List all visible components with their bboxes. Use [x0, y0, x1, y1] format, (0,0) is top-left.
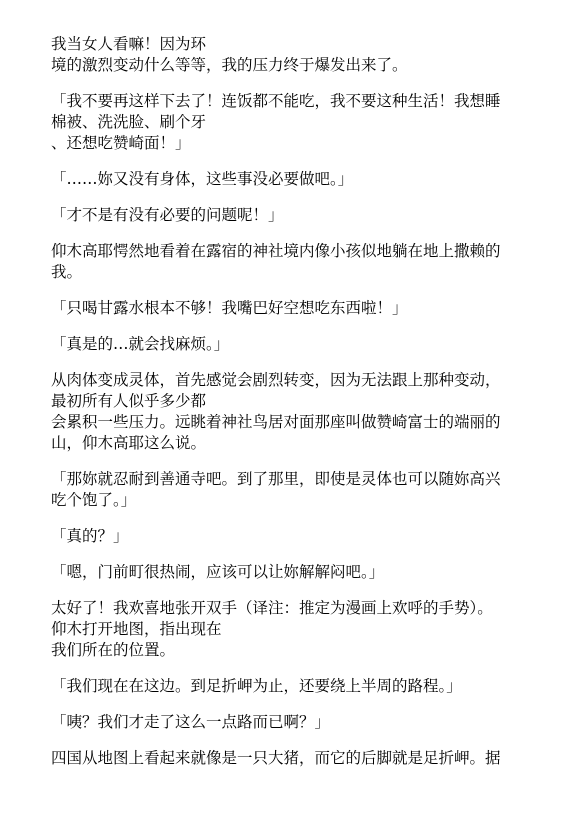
text-line: 棉被、洗洗脸、刷个牙: [51, 113, 207, 131]
text-line: 「真的？」: [51, 527, 129, 545]
text-line: 会累积一些压力。远眺着神社鸟居对面那座叫做赞崎富士的端丽的: [51, 413, 501, 431]
text-line: 「嗯，门前町很热闹，应该可以让妳解解闷吧。」: [51, 563, 385, 581]
text-line: 「真是的…就会找麻烦。」: [51, 335, 230, 353]
text-line: 我。: [51, 263, 83, 281]
paragraph: [51, 712, 551, 733]
text-line: 「我们现在在这边。到足折岬为止，还要绕上半周的路程。」: [51, 677, 462, 695]
text-line: 仰木高耶愕然地看着在露宿的神社境内像小孩似地躺在地上撒赖的: [51, 242, 501, 260]
paragraph: [51, 91, 551, 154]
paragraph: [51, 34, 551, 76]
text-line: 我当女人看嘛！因为环: [51, 35, 207, 53]
text-line: 从肉体变成灵体，首先感觉会剧烈转变，因为无法跟上那种变动，: [51, 371, 501, 389]
text-line: 「咦？我们才走了这么一点路而已啊？」: [51, 713, 331, 731]
paragraph: [51, 334, 551, 355]
text-line: 最初所有人似乎多少都: [51, 392, 207, 410]
text-line: 山，仰木高耶这么说。: [51, 434, 207, 452]
paragraph: [51, 598, 551, 661]
paragraph: [51, 205, 551, 226]
text-line: 太好了！我欢喜地张开双手（译注：推定为漫画上欢呼的手势）。: [51, 599, 493, 617]
text-line: 、还想吃赞崎面！」: [51, 134, 191, 152]
text-line: 我们所在的位置。: [51, 641, 176, 659]
paragraph: [51, 469, 551, 511]
document-page: [51, 34, 551, 784]
text-line: 「……妳又没有身体，这些事没必要做吧。」: [51, 170, 354, 188]
paragraph: [51, 562, 551, 583]
paragraph: [51, 169, 551, 190]
text-line: 四国从地图上看起来就像是一只大猪，而它的后脚就是足折岬。据: [51, 749, 501, 767]
text-line: 「我不要再这样下去了！连饭都不能吃，我不要这种生活！我想睡: [51, 92, 501, 110]
text-line: 仰木打开地图，指出现在: [51, 620, 222, 638]
text-line: 「才不是有没有必要的问题呢！」: [51, 206, 284, 224]
paragraph: [51, 241, 551, 283]
text-line: 「只喝甘露水根本不够！我嘴巴好空想吃东西啦！」: [51, 299, 408, 317]
paragraph: [51, 676, 551, 697]
paragraph: [51, 526, 551, 547]
text-line: 吃个饱了。」: [51, 491, 137, 509]
text-line: 境的激烈变动什么等等，我的压力终于爆发出来了。: [51, 56, 408, 74]
paragraph: [51, 298, 551, 319]
text-line: 「那妳就忍耐到善通寺吧。到了那里，即使是灵体也可以随妳高兴: [51, 470, 501, 488]
paragraph: [51, 370, 551, 454]
paragraph: [51, 748, 551, 769]
